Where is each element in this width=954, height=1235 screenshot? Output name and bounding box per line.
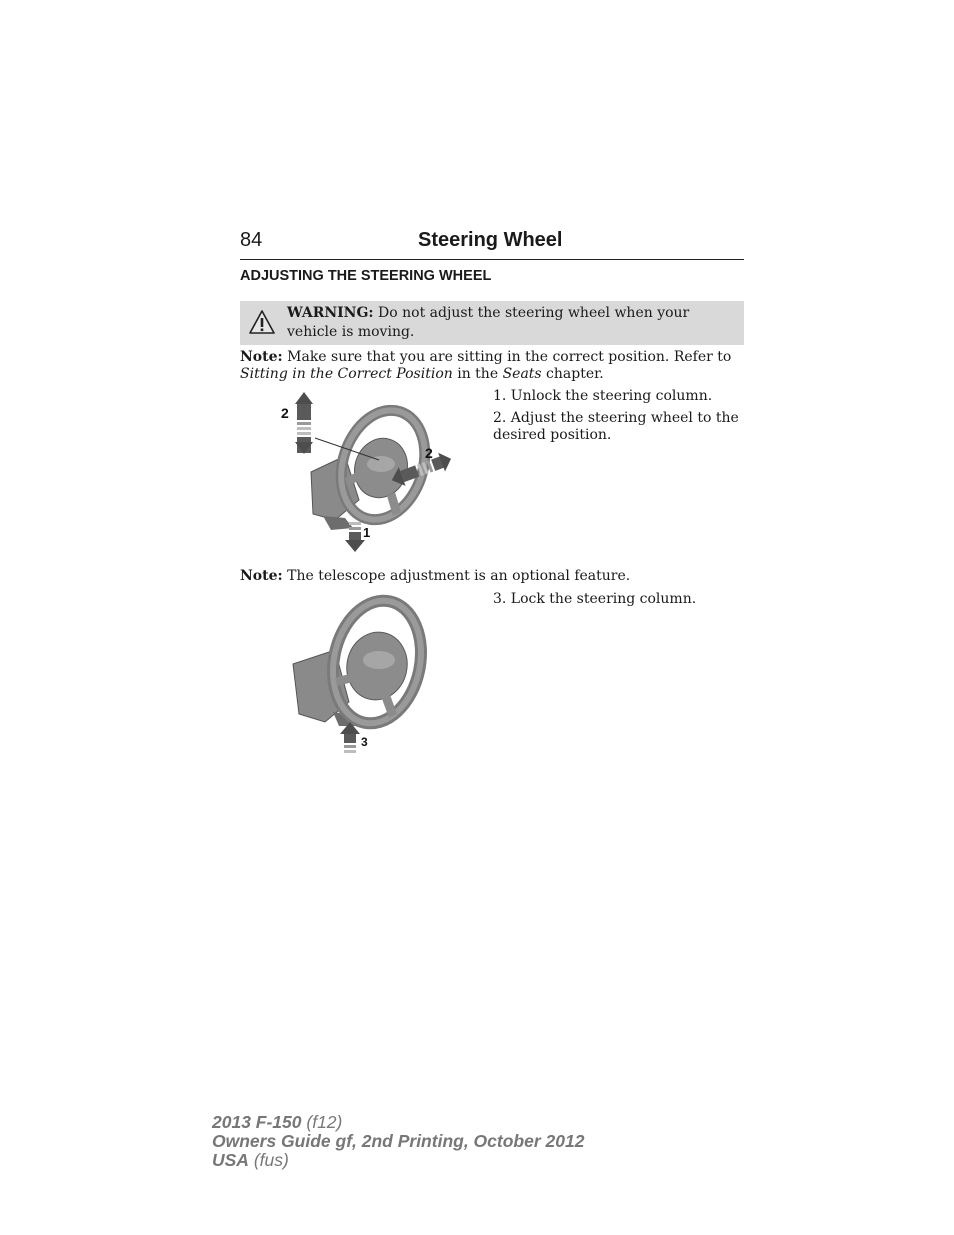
note-label: Note: [240, 568, 283, 584]
footer-guide: Owners Guide gf, 2nd Printing, October 2012 [212, 1131, 585, 1151]
footer-model: 2013 F-150 [212, 1112, 302, 1132]
steering-wheel-lock-figure [285, 592, 450, 757]
step-adjust: 2. Adjust the steering wheel to the desired position. [493, 410, 739, 443]
chapter-title: Steering Wheel [418, 229, 563, 251]
footer-market-code: (fus) [248, 1150, 289, 1170]
steering-wheel-adjust-figure [275, 390, 460, 555]
chapter-reference: Seats [502, 366, 542, 382]
note-label: Note: [240, 349, 283, 365]
page-number: 84 [240, 229, 263, 251]
step-unlock: 1. Unlock the steering column. [493, 388, 713, 404]
page-footer [212, 1113, 584, 1170]
note-telescope-optional [240, 568, 744, 585]
footer-model-code: (f12) [301, 1112, 343, 1132]
note-text: Make sure that you are sitting in the correct position. Refer to [282, 349, 732, 365]
callout-telescope: 2 [425, 445, 433, 461]
footer-line-guide [212, 1132, 584, 1151]
warning-triangle-icon [248, 309, 276, 335]
note-text: in the [452, 366, 503, 382]
footer-market: USA [212, 1150, 249, 1170]
page-header [240, 229, 744, 260]
warning-body: Do not adjust the steering wheel when your vehicle is moving. [287, 305, 690, 340]
footer-line-model [212, 1113, 584, 1132]
note-text: The telescope adjustment is an optional feature. [282, 568, 631, 584]
warning-label: WARNING: [287, 305, 374, 321]
warning-box [240, 301, 744, 345]
callout-unlock: 1 [363, 525, 371, 540]
callout-tilt: 2 [281, 405, 289, 421]
warning-text [287, 304, 737, 342]
footer-line-market [212, 1151, 584, 1170]
section-heading: ADJUSTING THE STEERING WHEEL [240, 268, 492, 284]
step-lock: 3. Lock the steering column. [493, 591, 697, 607]
section-reference: Sitting in the Correct Position [240, 366, 453, 382]
note-text: chapter. [541, 366, 604, 382]
note-correct-position [240, 349, 744, 383]
callout-lock: 3 [361, 735, 368, 749]
